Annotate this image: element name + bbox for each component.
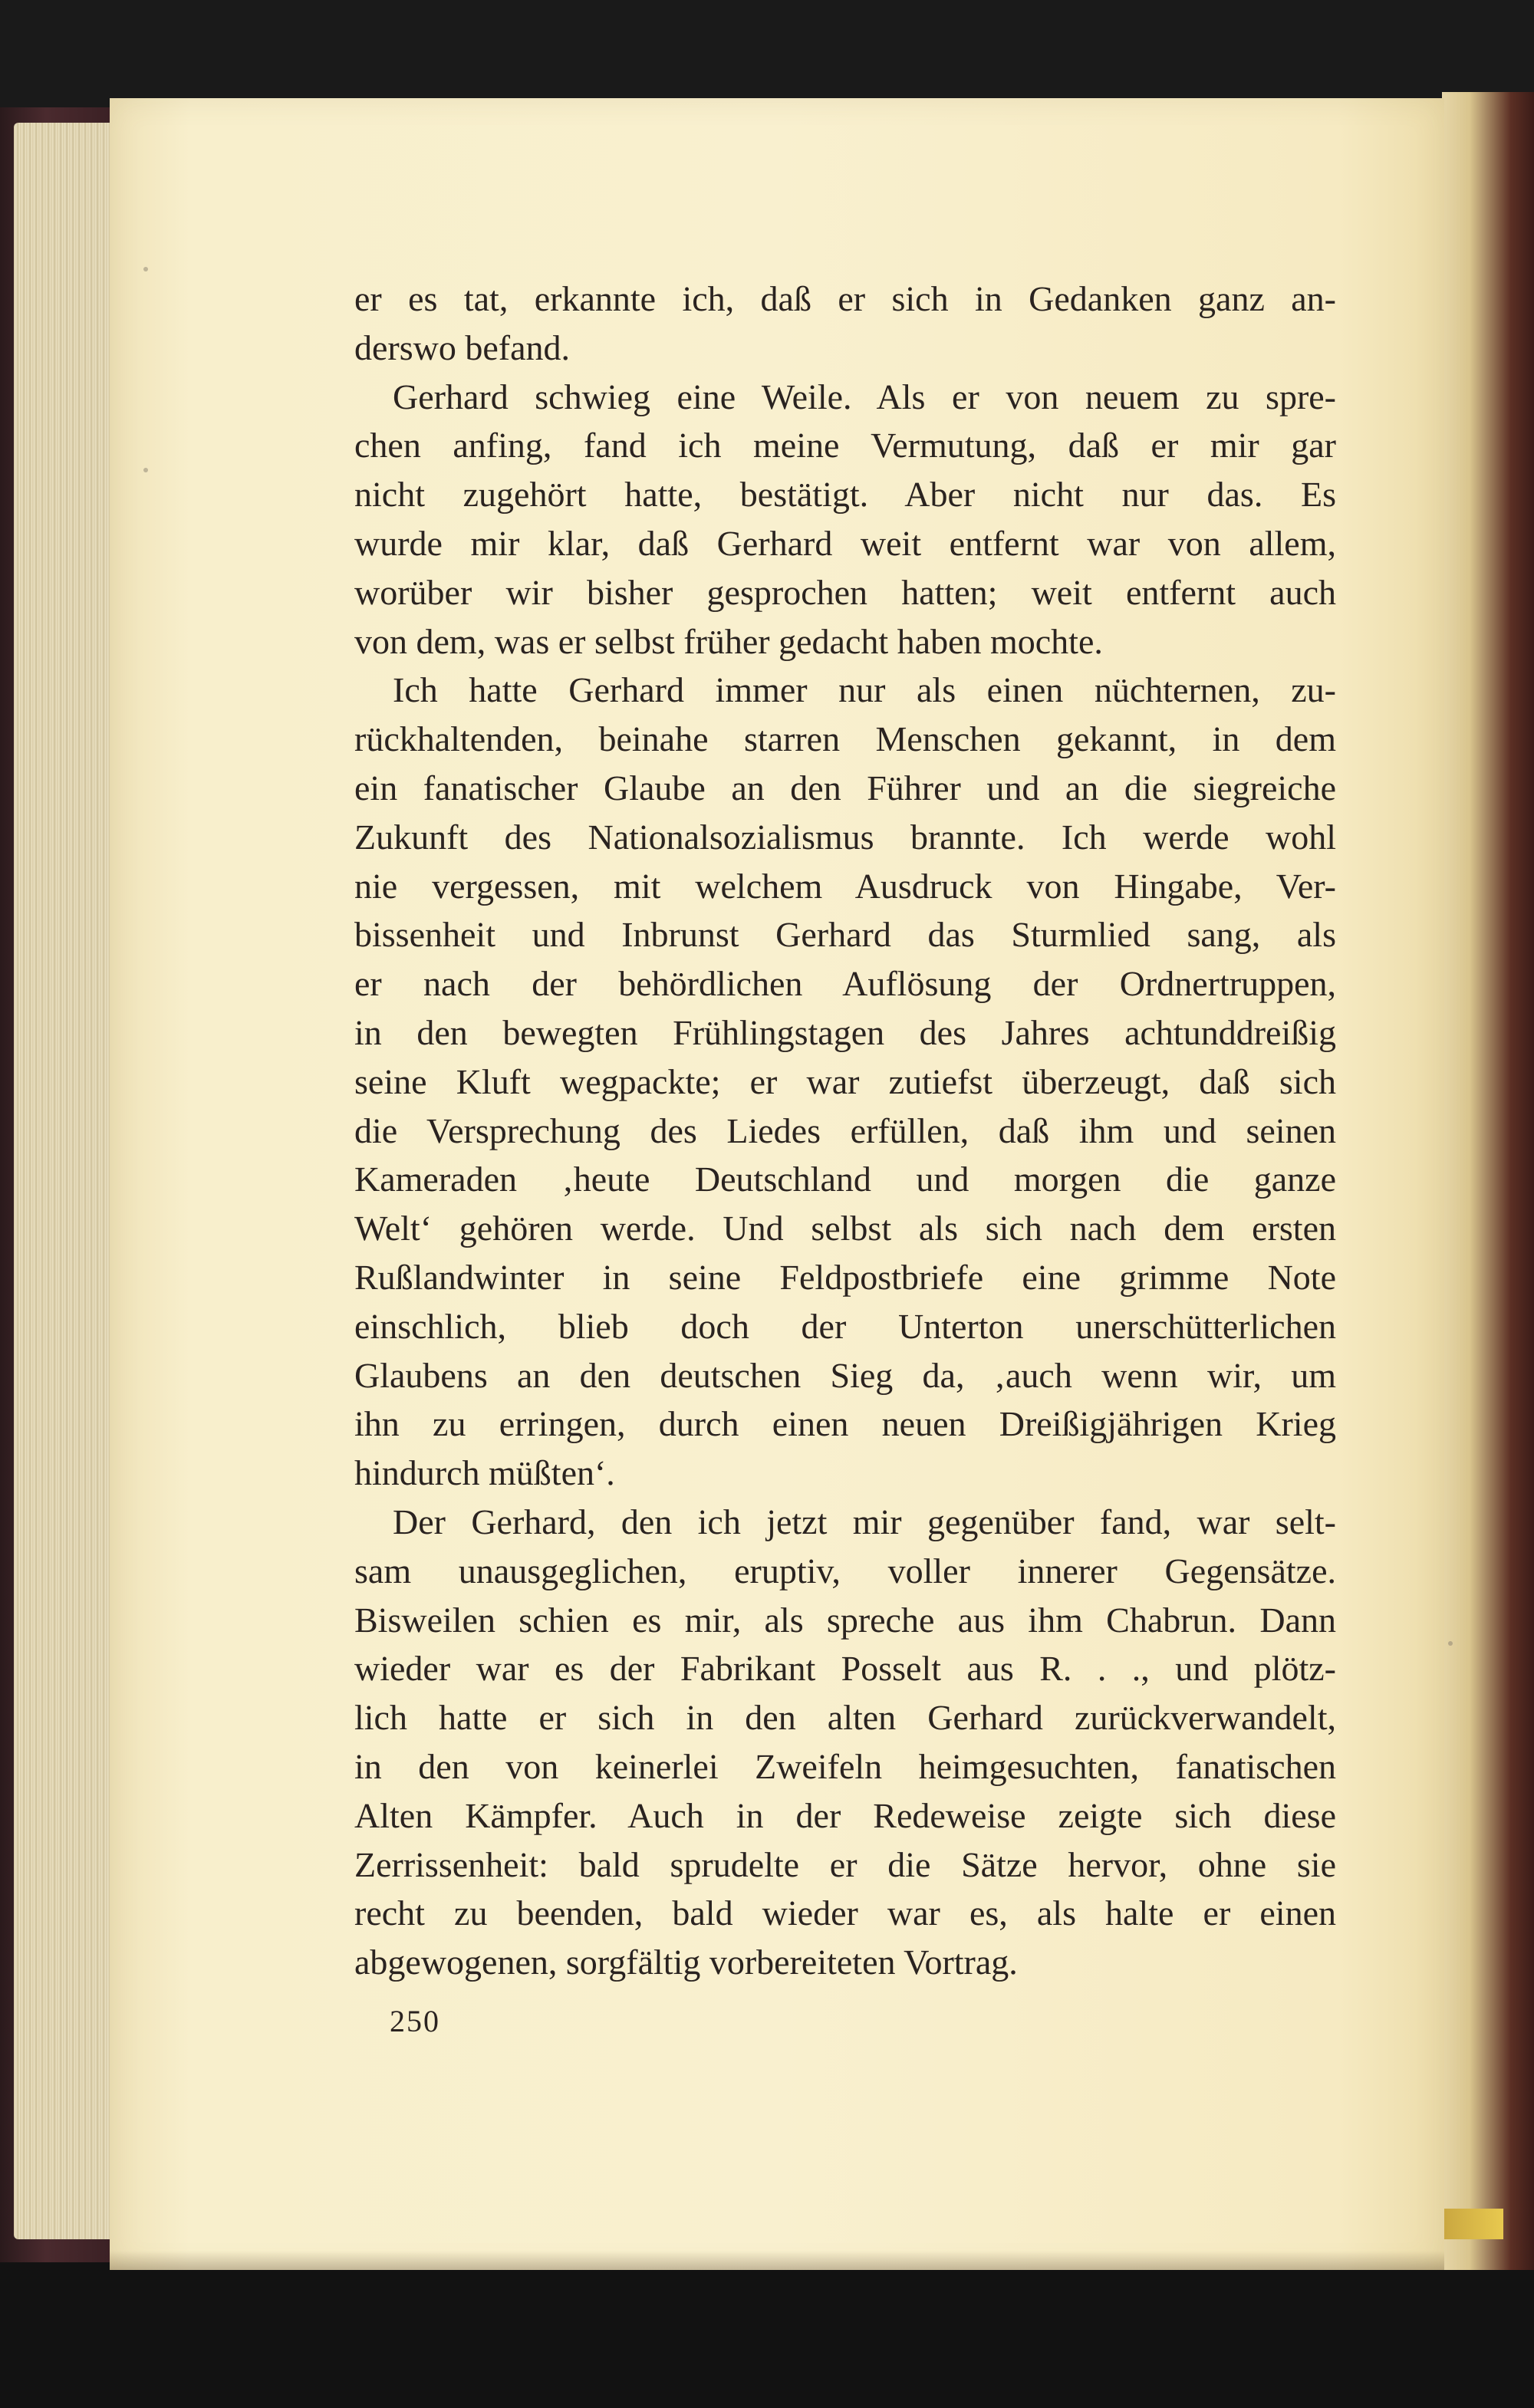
text-line: ein fanatischer Glaube an den Führer und an die siegreiche (354, 768, 1336, 808)
page-bottom-shadow (110, 2251, 1444, 2270)
body-text (354, 275, 1336, 1987)
text-line: lich hatte er sich in den alten Gerhard zurückverwandelt, (354, 1698, 1336, 1738)
page-gilt-edge (1442, 2209, 1503, 2239)
text-line: seine Kluft wegpackte; er war zutiefst überzeugt, daß sich (354, 1061, 1336, 1101)
text-line: Gerhard schwieg eine Weile. Als er von neuem zu spre- (393, 377, 1336, 416)
text-line: recht zu beenden, bald wieder war es, als halte er einen (354, 1893, 1336, 1933)
text-line: wieder war es der Fabrikant Posselt aus R. . ., und plötz- (354, 1649, 1336, 1689)
paper-speck (143, 267, 148, 271)
book-cover-right (1442, 92, 1534, 2270)
text-line: Glaubens an den deutschen Sieg da, ‚auch wenn wir, um (354, 1355, 1336, 1395)
text-line: chen anfing, fand ich meine Vermutung, daß er mir gar (354, 426, 1336, 465)
text-line: von dem, was er selbst früher gedacht haben mochte. (354, 621, 1103, 661)
text-line: Zukunft des Nationalsozialismus brannte. Ich werde wohl (354, 817, 1336, 857)
text-line: Kameraden ‚heute Deutschland und morgen die ganze (354, 1160, 1336, 1199)
text-line: Welt‘ gehören werde. Und selbst als sich nach dem ersten (354, 1209, 1336, 1248)
text-line: derswo befand. (354, 327, 571, 367)
text-line: er nach der behördlichen Auflösung der Ordnertruppen, (354, 964, 1336, 1004)
text-line: nie vergessen, mit welchem Ausdruck von Hingabe, Ver- (354, 866, 1336, 906)
page-number: 250 (390, 2004, 440, 2038)
text-line: einschlich, blieb doch der Unterton unerschütterlichen (354, 1306, 1336, 1346)
page-edges-stack (14, 123, 110, 2239)
text-line: in den bewegten Frühlingstagen des Jahres achtunddreißig (354, 1012, 1336, 1052)
text-line: Alten Kämpfer. Auch in der Redeweise zeigte sich diese (354, 1795, 1336, 1835)
text-line: er es tat, erkannte ich, daß er sich in Gedanken ganz an- (354, 279, 1336, 318)
text-line: bissenheit und Inbrunst Gerhard das Sturmlied sang, als (354, 915, 1336, 955)
text-line: worüber wir bisher gesprochen hatten; weit entfernt auch (354, 572, 1336, 612)
text-line: hindurch müßten‘. (354, 1453, 615, 1493)
paper-speck (1448, 1641, 1453, 1646)
text-line: Rußlandwinter in seine Feldpostbriefe eine grimme Note (354, 1257, 1336, 1297)
text-line: die Versprechung des Liedes erfüllen, daß ihm und seinen (354, 1110, 1336, 1150)
text-line: sam unausgeglichen, eruptiv, voller innerer Gegensätze. (354, 1551, 1336, 1591)
text-line: in den von keinerlei Zweifeln heimgesuchten, fanatischen (354, 1746, 1336, 1786)
text-line: nicht zugehört hatte, bestätigt. Aber nicht nur das. Es (354, 475, 1336, 515)
paper-speck (143, 468, 148, 472)
text-line: abgewogenen, sorgfältig vorbereiteten Vortrag. (354, 1943, 1018, 1982)
text-line: Bisweilen schien es mir, als spreche aus ihm Chabrun. Dann (354, 1600, 1336, 1640)
text-line: Ich hatte Gerhard immer nur als einen nüchternen, zu- (393, 670, 1336, 710)
text-line: Zerrissenheit: bald sprudelte er die Sätze hervor, ohne sie (354, 1844, 1336, 1884)
text-line: Der Gerhard, den ich jetzt mir gegenüber fand, war selt- (393, 1502, 1336, 1541)
text-line: wurde mir klar, daß Gerhard weit entfernt war von allem, (354, 523, 1336, 563)
text-line: ihn zu erringen, durch einen neuen Dreißigjährigen Krieg (354, 1404, 1336, 1444)
text-line: rückhaltenden, beinahe starren Menschen gekannt, in dem (354, 719, 1336, 759)
